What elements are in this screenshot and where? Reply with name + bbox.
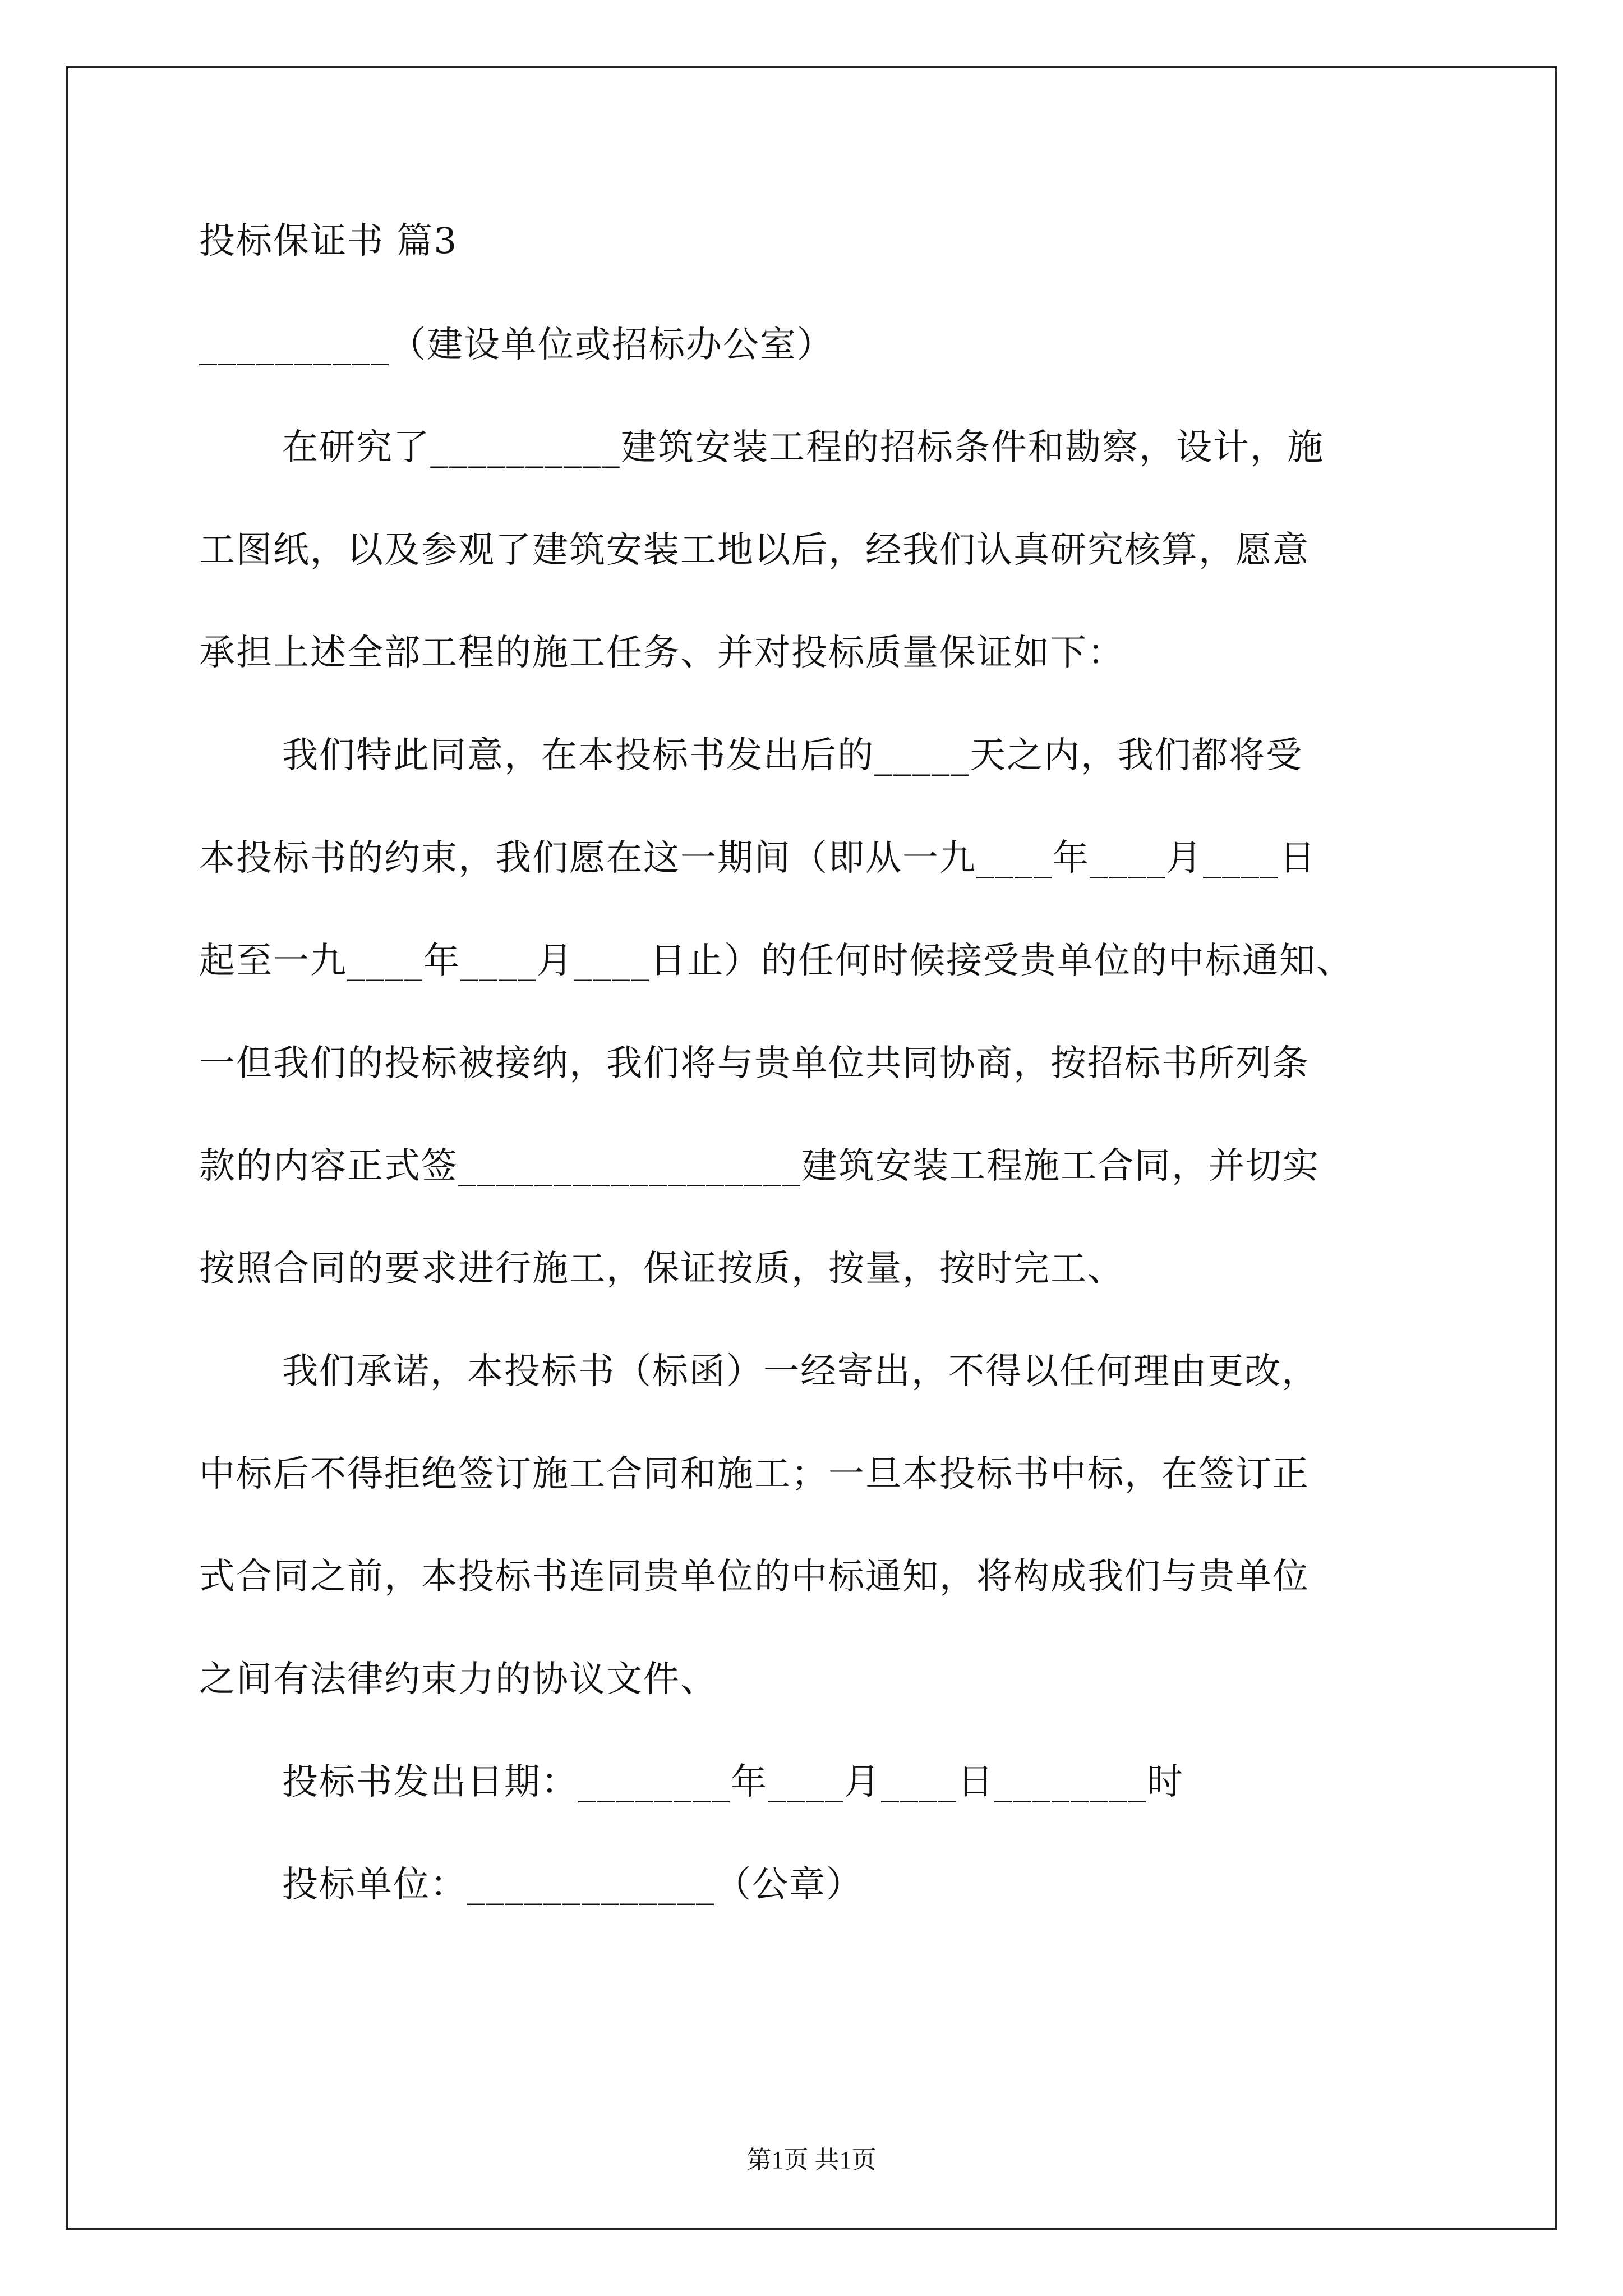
bidder-line: 投标单位：_____________（公章） bbox=[282, 1864, 863, 1906]
paragraph-line: 工图纸，以及参观了建筑安装工地以后，经我们认真研究核算，愿意 bbox=[199, 530, 1310, 571]
addressee-line: __________（建设单位或招标办公室） bbox=[199, 324, 834, 366]
page-footer: 第1页 共1页 bbox=[746, 2146, 877, 2174]
paragraph-line: 我们特此同意，在本投标书发出后的_____天之内，我们都将受 bbox=[282, 735, 1303, 776]
paragraph-line: 按照合同的要求进行施工，保证按质，按量，按时完工、 bbox=[199, 1248, 1124, 1290]
paragraph-line: 式合同之前，本投标书连同贵单位的中标通知，将构成我们与贵单位 bbox=[199, 1556, 1310, 1598]
paragraph-line: 本投标书的约束，我们愿在这一期间（即从一九____年____月____日 bbox=[199, 838, 1316, 879]
paragraph-line: 一但我们的投标被接纳，我们将与贵单位共同协商，按招标书所列条 bbox=[199, 1043, 1310, 1084]
paragraph-line: 之间有法律约束力的协议文件、 bbox=[199, 1659, 717, 1700]
paragraph-line: 承担上述全部工程的施工任务、并对投标质量保证如下： bbox=[199, 632, 1124, 674]
paragraph-line: 我们承诺，本投标书（标函）一经寄出，不得以任何理由更改， bbox=[282, 1351, 1318, 1392]
paragraph-line: 在研究了__________建筑安装工程的招标条件和勘察，设计，施 bbox=[282, 427, 1324, 468]
paragraph-line: 款的内容正式签__________________建筑安装工程施工合同，并切实 bbox=[199, 1145, 1320, 1187]
paragraph-line: 中标后不得拒绝签订施工合同和施工；一旦本投标书中标，在签订正 bbox=[199, 1453, 1310, 1495]
paragraph-line: 起至一九____年____月____日止）的任何时候接受贵单位的中标通知、 bbox=[199, 940, 1353, 982]
document-heading: 投标保证书 篇3 bbox=[199, 220, 458, 262]
issue-date-line: 投标书发出日期：________年____月____日________时 bbox=[282, 1761, 1184, 1803]
